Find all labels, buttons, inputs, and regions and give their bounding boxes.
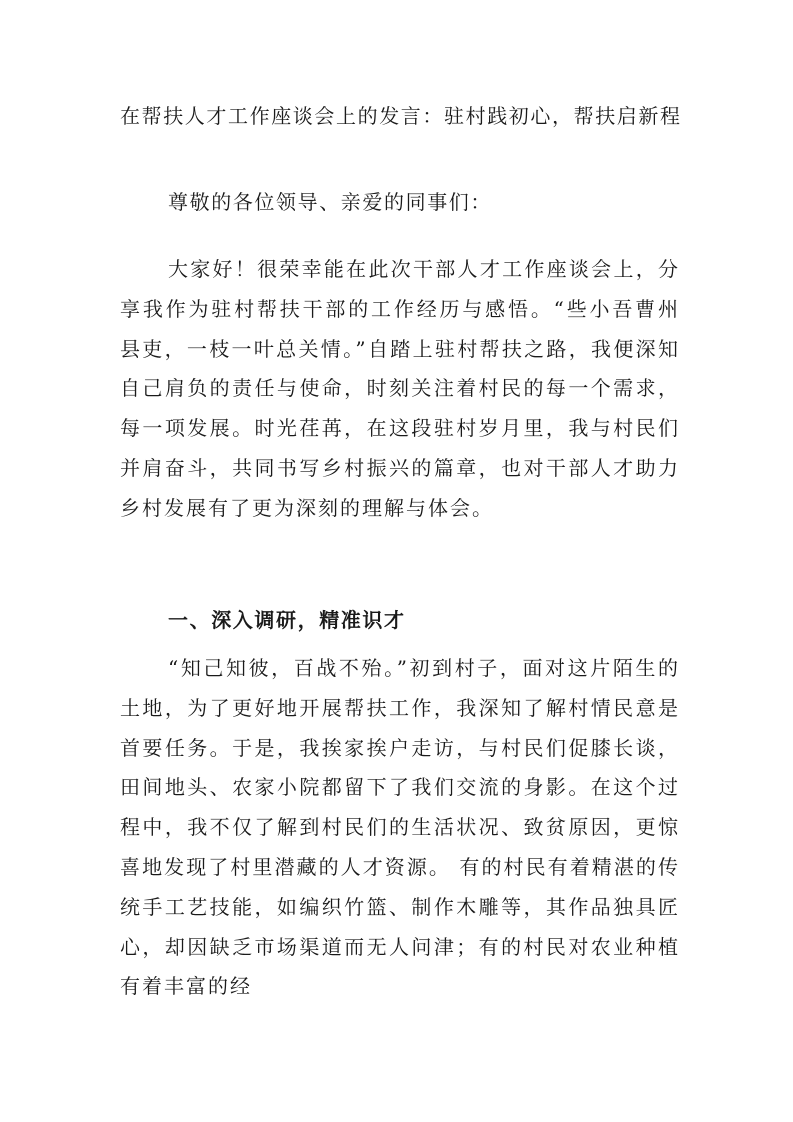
section-heading: 一、深入调研，精准识才 bbox=[168, 608, 406, 632]
salutation: 尊敬的各位领导、亲爱的同事们： bbox=[168, 190, 492, 214]
section-paragraph: “知己知彼，百战不殆。”初到村子，面对这片陌生的土地，为了更好地开展帮扶工作，我深知了解村情民意是首要任务。于是，我挨家挨户走访，与村民们促膝长谈，田间地头、农家小院都留下了我们交流的身影。在这个过程中，我不仅了解到村民们的生活状况、致贫原因，更惊喜地发现了村里潜藏的人才资源。 有的村民有着精湛的传统手工艺技能，如编织竹篮、制作木雕等，其作品独具匠心，却因缺乏市场渠道而无人问津；有的村民对农业种植有着丰富的经 bbox=[120, 656, 680, 999]
document-title: 在帮扶人才工作座谈会上的发言：驻村践初心，帮扶启新程 bbox=[120, 104, 682, 128]
body-paragraph: 大家好！很荣幸能在此次干部人才工作座谈会上，分享我作为驻村帮扶干部的工作经历与感悟。“些小吾曹州县吏，一枝一叶总关情。”自踏上驻村帮扶之路，我便深知自己肩负的责任与使命，时刻关注着村民的每一个需求，每一项发展。时光荏苒，在这段驻村岁月里，我与村民们并肩奋斗，共同书写乡村振兴的篇章，也对干部人才助力乡村发展有了更为深刻的理解与体会。 bbox=[120, 257, 680, 520]
